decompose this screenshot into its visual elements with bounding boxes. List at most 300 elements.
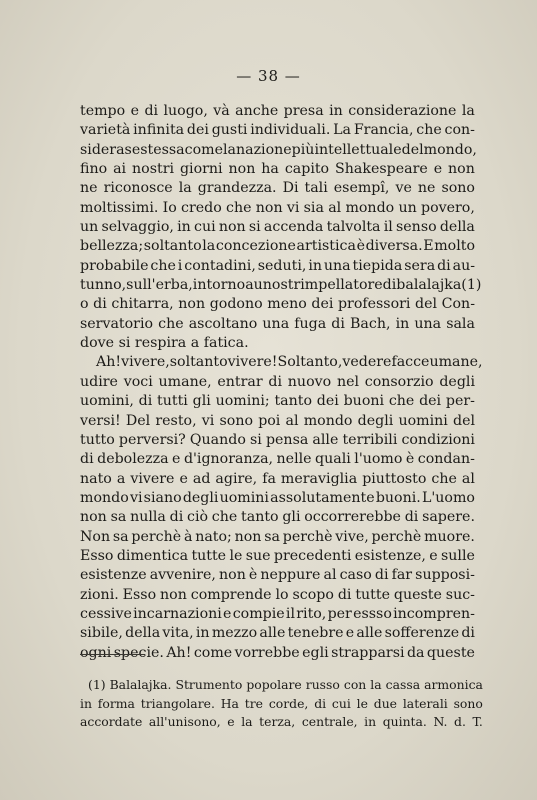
word: intellettuale bbox=[314, 141, 402, 158]
word: di bbox=[382, 277, 397, 294]
word: nazione bbox=[235, 141, 292, 158]
word: che bbox=[431, 470, 457, 487]
body-line bbox=[80, 295, 475, 314]
word: versi! bbox=[80, 412, 121, 429]
word: perchè bbox=[131, 528, 182, 545]
word: di bbox=[93, 296, 107, 313]
word: piuttosto bbox=[362, 470, 427, 487]
word: sa bbox=[110, 509, 127, 526]
word: di bbox=[144, 103, 159, 119]
body-line bbox=[80, 373, 475, 392]
word: alle bbox=[312, 431, 339, 448]
word: all'unisono, bbox=[148, 714, 221, 729]
word: infinita bbox=[133, 122, 185, 139]
word: nelle bbox=[276, 451, 312, 468]
word: un bbox=[398, 199, 417, 216]
word: tutto bbox=[80, 431, 115, 448]
body-line bbox=[80, 160, 475, 179]
word: tre bbox=[244, 695, 263, 711]
word: soltanto bbox=[169, 354, 228, 371]
word: mezzo bbox=[211, 625, 258, 642]
word: tiepida bbox=[352, 257, 403, 274]
word: bellezza; bbox=[80, 238, 144, 255]
word: supposi- bbox=[415, 567, 475, 584]
word: muore. bbox=[424, 528, 475, 545]
word: presa bbox=[283, 103, 324, 119]
word: alle bbox=[259, 625, 286, 642]
word: nulla bbox=[130, 509, 166, 526]
body-line bbox=[80, 392, 475, 411]
word: sue bbox=[245, 547, 271, 564]
word: che bbox=[416, 122, 442, 139]
word: le bbox=[229, 547, 243, 564]
word: poi bbox=[258, 412, 281, 429]
word: tali bbox=[304, 180, 328, 197]
word: e bbox=[130, 103, 140, 119]
word: in bbox=[308, 257, 322, 274]
page-number: — 38 — bbox=[236, 67, 301, 85]
word: dei bbox=[186, 122, 209, 139]
word: al bbox=[285, 412, 299, 429]
word: per- bbox=[445, 393, 475, 410]
word: Soltanto, bbox=[277, 354, 343, 371]
word: strimpellatore bbox=[280, 277, 383, 294]
word: corde, bbox=[268, 695, 309, 711]
word: molto bbox=[434, 238, 475, 255]
word: selvaggio, bbox=[101, 219, 174, 236]
word: di bbox=[337, 586, 352, 603]
word: au- bbox=[452, 257, 475, 274]
word: sulle bbox=[441, 547, 475, 564]
word: di bbox=[331, 315, 345, 332]
word: tanto bbox=[274, 393, 313, 410]
word: di bbox=[138, 393, 153, 410]
word: mondo bbox=[303, 412, 353, 429]
word: non bbox=[160, 586, 187, 603]
word: uno bbox=[253, 277, 281, 294]
word: che bbox=[150, 257, 176, 274]
word: vi bbox=[129, 489, 143, 506]
word: intorno bbox=[192, 277, 246, 294]
word: riconosce bbox=[103, 180, 173, 197]
word: sono bbox=[453, 695, 483, 711]
word: grandezza. bbox=[197, 180, 277, 197]
word: umane, bbox=[429, 354, 483, 371]
word: non bbox=[80, 509, 107, 526]
word: sono bbox=[441, 180, 475, 197]
word: degli bbox=[357, 412, 394, 429]
word: accordate bbox=[80, 714, 143, 729]
word: sono bbox=[219, 412, 254, 429]
word: da bbox=[406, 644, 425, 661]
word: và bbox=[213, 103, 230, 119]
word: dei bbox=[419, 393, 442, 410]
word: quali bbox=[315, 451, 351, 468]
word: Francia, bbox=[353, 122, 414, 139]
word: ha bbox=[261, 161, 279, 178]
word: tutte bbox=[355, 586, 390, 603]
body-line bbox=[80, 141, 475, 160]
word: tenebre bbox=[287, 625, 344, 642]
word: Esso bbox=[122, 586, 157, 603]
word: incompren- bbox=[393, 605, 475, 622]
word: una bbox=[262, 315, 290, 332]
body-line bbox=[80, 179, 475, 198]
word: della bbox=[125, 625, 161, 642]
word: esistenze bbox=[80, 567, 147, 584]
word: due bbox=[373, 695, 398, 711]
word: buoni. bbox=[375, 489, 421, 506]
word: alle bbox=[356, 625, 383, 642]
word: a bbox=[245, 277, 254, 294]
body-line bbox=[80, 257, 475, 276]
footnote-line bbox=[80, 713, 483, 732]
word: laterali bbox=[402, 695, 448, 711]
word: umane, bbox=[158, 373, 212, 390]
word: resto, bbox=[155, 412, 197, 429]
word: agire, bbox=[215, 470, 258, 487]
word: voci bbox=[123, 373, 153, 390]
word: specie. bbox=[113, 644, 164, 661]
word: comprende bbox=[190, 586, 272, 603]
word: pensa bbox=[265, 431, 309, 448]
body-line bbox=[80, 528, 475, 547]
word: meraviglia bbox=[280, 470, 358, 487]
word: non bbox=[255, 199, 283, 216]
word: Non bbox=[80, 528, 111, 545]
word: fatica. bbox=[203, 335, 249, 352]
word: strapparsi bbox=[331, 644, 405, 661]
word: nel bbox=[336, 373, 360, 390]
word: caso bbox=[339, 567, 372, 584]
body-line bbox=[80, 199, 475, 218]
body-line bbox=[80, 218, 475, 237]
word: e bbox=[227, 714, 235, 729]
word: uomini bbox=[398, 412, 448, 429]
word: consorzio bbox=[364, 373, 434, 390]
word: fuga bbox=[294, 315, 327, 332]
word: la bbox=[178, 180, 192, 197]
word: le bbox=[356, 695, 368, 711]
word: nato bbox=[80, 470, 112, 487]
word: tutti bbox=[157, 393, 188, 410]
word: la bbox=[222, 141, 236, 158]
word: vorrebbe bbox=[234, 644, 300, 661]
body-line bbox=[80, 353, 483, 372]
word: chitarra, bbox=[111, 296, 174, 313]
word: ascoltano bbox=[188, 315, 258, 332]
word: fino bbox=[80, 161, 108, 178]
word: più bbox=[291, 141, 315, 158]
word: tutte bbox=[191, 547, 227, 564]
word: come bbox=[184, 141, 223, 158]
word: a bbox=[116, 470, 126, 487]
body-line bbox=[80, 121, 475, 140]
word: balalajka bbox=[396, 277, 462, 294]
word: triangolare. bbox=[140, 695, 215, 711]
word: di bbox=[374, 567, 389, 584]
word: che bbox=[158, 315, 184, 332]
word: vedere bbox=[342, 354, 392, 371]
word: sera bbox=[404, 257, 436, 274]
body-line bbox=[80, 315, 475, 334]
word: (1) bbox=[88, 677, 106, 692]
word: Strumento bbox=[175, 677, 243, 692]
body-line bbox=[80, 237, 475, 256]
word: nuovo bbox=[287, 373, 332, 390]
word: compie bbox=[232, 605, 285, 622]
word: non bbox=[234, 528, 262, 545]
word: soltanto bbox=[143, 238, 202, 255]
word: vive, bbox=[335, 528, 369, 545]
word: con bbox=[343, 677, 367, 692]
word: Balalajka. bbox=[109, 677, 172, 692]
word: contadini, bbox=[184, 257, 256, 274]
word: e bbox=[223, 605, 232, 622]
word: degli bbox=[439, 373, 475, 390]
word: neppure bbox=[260, 567, 321, 584]
word: i bbox=[177, 257, 183, 274]
word: gusti bbox=[211, 122, 248, 139]
word: concezione bbox=[215, 238, 296, 255]
word: in bbox=[80, 695, 92, 711]
footnote-line bbox=[80, 695, 483, 714]
word: debolezza bbox=[97, 451, 169, 468]
word: egli bbox=[302, 644, 329, 661]
word: T. bbox=[472, 714, 483, 729]
word: Ah! bbox=[96, 354, 122, 371]
word: considerazione bbox=[348, 103, 457, 119]
word: talvolta bbox=[326, 219, 381, 236]
word: respira bbox=[134, 335, 187, 352]
word: mondo bbox=[80, 489, 129, 506]
word: la bbox=[202, 238, 216, 255]
word: e bbox=[172, 451, 181, 468]
word: russo bbox=[305, 677, 340, 692]
word: cessive bbox=[80, 605, 132, 622]
word: Bach, bbox=[350, 315, 391, 332]
word: degli bbox=[182, 489, 219, 506]
word: si bbox=[248, 219, 261, 236]
word: vivere, bbox=[121, 354, 170, 371]
word: al bbox=[461, 470, 475, 487]
word: il bbox=[285, 605, 295, 622]
word: non bbox=[448, 161, 475, 178]
word: accenda bbox=[263, 219, 324, 236]
word: non bbox=[219, 567, 246, 584]
word: Con- bbox=[441, 296, 475, 313]
word: perchè bbox=[371, 528, 422, 545]
body-line bbox=[80, 470, 475, 489]
word: a bbox=[190, 335, 200, 352]
word: e bbox=[433, 161, 443, 178]
word: sidera bbox=[80, 141, 125, 158]
word: professori bbox=[337, 296, 411, 313]
word: godono bbox=[209, 296, 263, 313]
word: cui bbox=[194, 219, 216, 236]
word: non bbox=[228, 161, 256, 178]
word: che bbox=[388, 393, 415, 410]
word: che bbox=[226, 199, 252, 216]
word: moltissimi. bbox=[80, 199, 159, 216]
word: vivere! bbox=[227, 354, 278, 371]
word: uomini bbox=[219, 489, 269, 506]
word: ad bbox=[192, 470, 211, 487]
word: capito bbox=[284, 161, 330, 178]
word: o bbox=[80, 296, 89, 313]
word: e bbox=[429, 547, 438, 564]
word: la bbox=[241, 714, 253, 729]
word: individuali. bbox=[250, 122, 331, 139]
word: sa bbox=[264, 528, 280, 545]
word: si bbox=[118, 335, 131, 352]
word: anche bbox=[235, 103, 279, 119]
word: nato; bbox=[195, 528, 232, 545]
word: del bbox=[401, 141, 424, 158]
word: povero, bbox=[420, 199, 475, 216]
footnote bbox=[80, 676, 483, 732]
word: che bbox=[211, 509, 238, 526]
body-line bbox=[80, 450, 475, 469]
word: ne bbox=[80, 180, 98, 197]
word: dei bbox=[316, 393, 339, 410]
word: terza, bbox=[259, 714, 296, 729]
word: d'ignoranza, bbox=[183, 451, 274, 468]
word: N. bbox=[433, 714, 448, 729]
word: per bbox=[327, 605, 352, 622]
word: far bbox=[391, 567, 413, 584]
word: zioni. bbox=[80, 586, 119, 603]
word: L'uomo bbox=[421, 489, 475, 506]
word: centrale, bbox=[301, 714, 358, 729]
word: (1) bbox=[461, 277, 482, 294]
body-text bbox=[80, 102, 483, 663]
word: Io bbox=[162, 199, 177, 216]
word: giorni bbox=[179, 161, 223, 178]
word: facce bbox=[391, 354, 430, 371]
word: queste bbox=[393, 586, 442, 603]
word: perversi? bbox=[118, 431, 186, 448]
word: e bbox=[179, 470, 188, 487]
word: è bbox=[405, 451, 415, 468]
word: e bbox=[345, 625, 355, 642]
word: tanto bbox=[241, 509, 279, 526]
word: diversa. bbox=[365, 238, 423, 255]
word: entrar bbox=[217, 373, 263, 390]
word: di bbox=[437, 257, 451, 274]
word: armonica bbox=[424, 677, 483, 692]
word: Quando bbox=[189, 431, 246, 448]
word: probabile bbox=[80, 257, 149, 274]
word: cui bbox=[331, 695, 351, 711]
word: artistica bbox=[296, 238, 356, 255]
word: con- bbox=[444, 122, 475, 139]
word: meno bbox=[267, 296, 307, 313]
word: della bbox=[439, 219, 475, 236]
body-line bbox=[80, 412, 475, 431]
word: in bbox=[329, 103, 343, 119]
word: sull'erba, bbox=[126, 277, 193, 294]
word: del bbox=[415, 296, 438, 313]
word: quinta. bbox=[382, 714, 427, 729]
word: al bbox=[323, 567, 337, 584]
word: udire bbox=[80, 373, 118, 390]
word: ne bbox=[417, 180, 436, 197]
word: forma bbox=[97, 695, 135, 711]
word: essso bbox=[353, 605, 392, 622]
word: non bbox=[218, 219, 246, 236]
word: terribili bbox=[342, 431, 398, 448]
word: sala bbox=[446, 315, 475, 332]
body-line bbox=[80, 508, 475, 527]
body-line bbox=[80, 431, 475, 450]
word: sapere. bbox=[422, 509, 475, 526]
word: Ha bbox=[220, 695, 239, 711]
word: stessa bbox=[140, 141, 185, 158]
word: vivere bbox=[130, 470, 175, 487]
word: assolutamente bbox=[270, 489, 375, 506]
word: sibile, bbox=[80, 625, 123, 642]
word: siano bbox=[143, 489, 182, 506]
word: lo bbox=[275, 586, 289, 603]
word: in bbox=[195, 625, 210, 642]
word: in bbox=[395, 315, 410, 332]
word: Di bbox=[282, 180, 299, 197]
word: di bbox=[268, 373, 283, 390]
word: è bbox=[356, 238, 365, 255]
word: luogo, bbox=[163, 103, 208, 119]
word: perchè bbox=[282, 528, 333, 545]
word: l'uomo bbox=[354, 451, 403, 468]
word: Shakespeare bbox=[335, 161, 428, 178]
word: E bbox=[423, 238, 434, 255]
word: popolare bbox=[246, 677, 302, 692]
word: precedenti bbox=[273, 547, 352, 564]
word: d. bbox=[454, 714, 466, 729]
word: mondo, bbox=[423, 141, 477, 158]
word: scopo bbox=[292, 586, 334, 603]
word: credo bbox=[181, 199, 222, 216]
body-line bbox=[80, 102, 475, 121]
word: La bbox=[333, 122, 352, 139]
word: si bbox=[250, 431, 262, 448]
word: dove bbox=[80, 335, 115, 352]
word: esempî, bbox=[333, 180, 390, 197]
word: ogni bbox=[80, 644, 112, 661]
word: Ah! bbox=[166, 644, 192, 661]
body-line bbox=[80, 334, 475, 353]
word: incarnazioni bbox=[133, 605, 222, 622]
footnote-line bbox=[80, 676, 483, 695]
word: del bbox=[452, 412, 475, 429]
word: varietà bbox=[80, 122, 131, 139]
word: dei bbox=[311, 296, 334, 313]
word: la bbox=[461, 103, 475, 119]
word: mondo bbox=[345, 199, 395, 216]
word: tunno, bbox=[80, 277, 127, 294]
word: servatorio bbox=[80, 315, 154, 332]
word: Del bbox=[125, 412, 151, 429]
word: la bbox=[370, 677, 382, 692]
word: al bbox=[328, 199, 342, 216]
word: rito, bbox=[296, 605, 327, 622]
word: dimentica bbox=[116, 547, 189, 564]
word: di bbox=[314, 695, 327, 711]
body-line bbox=[80, 489, 475, 508]
word: come bbox=[193, 644, 233, 661]
word: senso bbox=[396, 219, 437, 236]
word: il bbox=[383, 219, 393, 236]
